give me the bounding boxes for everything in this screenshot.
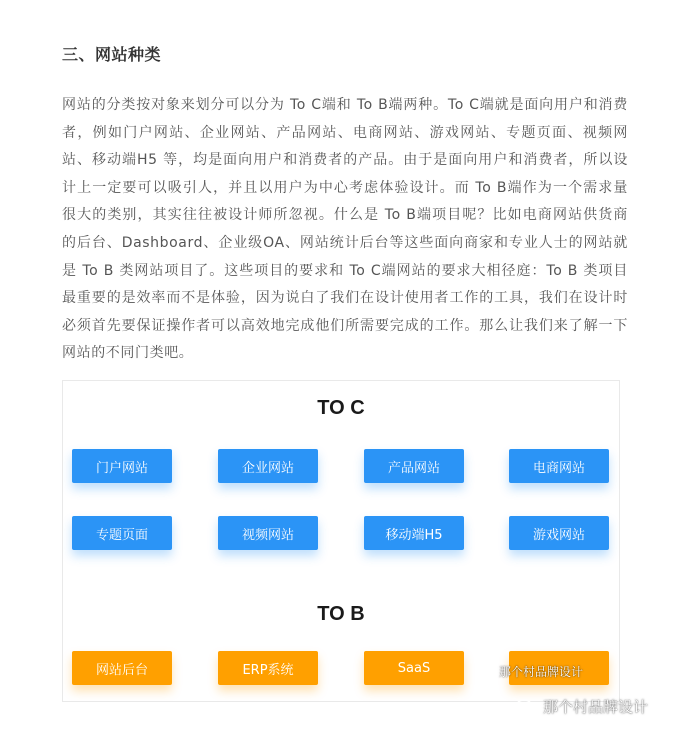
paragraph-line: 的后台、Dashboard、企业级OA、网站统计后台等这些面向商家和专业人士的网站就 <box>62 234 628 251</box>
website-types-figure <box>62 380 620 702</box>
watermark-outer-text: 那个村品牌设计 <box>543 698 649 716</box>
paragraph-line: 计上一定要可以吸引人，并且以用户为中心考虑体验设计。而 To B端作为一个需求量 <box>62 179 628 196</box>
paragraph-line: 必须首先要保证操作者可以高效地完成他们所需要完成的工作。那么让我们来了解一下 <box>62 317 628 334</box>
watermark-inner-text: 那个村品牌设计 <box>499 665 584 679</box>
toc-tile-game: 游戏网站 <box>509 516 609 550</box>
toc-tile-mobile-h5: 移动端H5 <box>364 516 464 550</box>
article-paragraph <box>62 92 628 368</box>
paragraph-line: 者，例如门户网站、企业网站、产品网站、电商网站、游戏网站、专题页面、视频网 <box>62 124 628 141</box>
tob-heading: TO B <box>317 603 365 625</box>
wechat-icon <box>516 698 538 716</box>
toc-heading: TO C <box>317 397 365 419</box>
paragraph-line: 很大的类别，其实往往被设计师所忽视。什么是 To B端项目呢？比如电商网站供货商 <box>62 207 628 224</box>
toc-tile-ecommerce: 电商网站 <box>509 449 609 483</box>
toc-tile-video: 视频网站 <box>218 516 318 550</box>
paragraph-line: 是 To B 类网站项目了。这些项目的要求和 To C端网站的要求大相径庭：To B 类项目 <box>62 262 628 279</box>
toc-tile-product: 产品网站 <box>364 449 464 483</box>
tob-tile-erp: ERP系统 <box>218 651 318 685</box>
watermark-outer <box>516 696 648 717</box>
toc-tile-enterprise: 企业网站 <box>218 449 318 483</box>
tob-tile-saas: SaaS <box>364 651 464 685</box>
section-title: 三、网站种类 <box>62 45 162 64</box>
wechat-icon <box>478 665 494 679</box>
toc-tile-portal: 门户网站 <box>72 449 172 483</box>
watermark-inner <box>478 663 583 680</box>
paragraph-line: 最重要的是效率而不是体验，因为说白了我们在设计使用者工作的工具，我们在设计时 <box>62 290 628 307</box>
tob-tile-backend: 网站后台 <box>72 651 172 685</box>
paragraph-line: 网站的不同门类吧。 <box>62 345 194 362</box>
paragraph-line: 网站的分类按对象来划分可以分为 To C端和 To B端两种。To C端就是面向用户和消费 <box>62 97 628 113</box>
paragraph-line: 站、移动端H5 等，均是面向用户和消费者的产品。由于是面向用户和消费者，所以设 <box>62 152 628 169</box>
toc-tile-topic-page: 专题页面 <box>72 516 172 550</box>
